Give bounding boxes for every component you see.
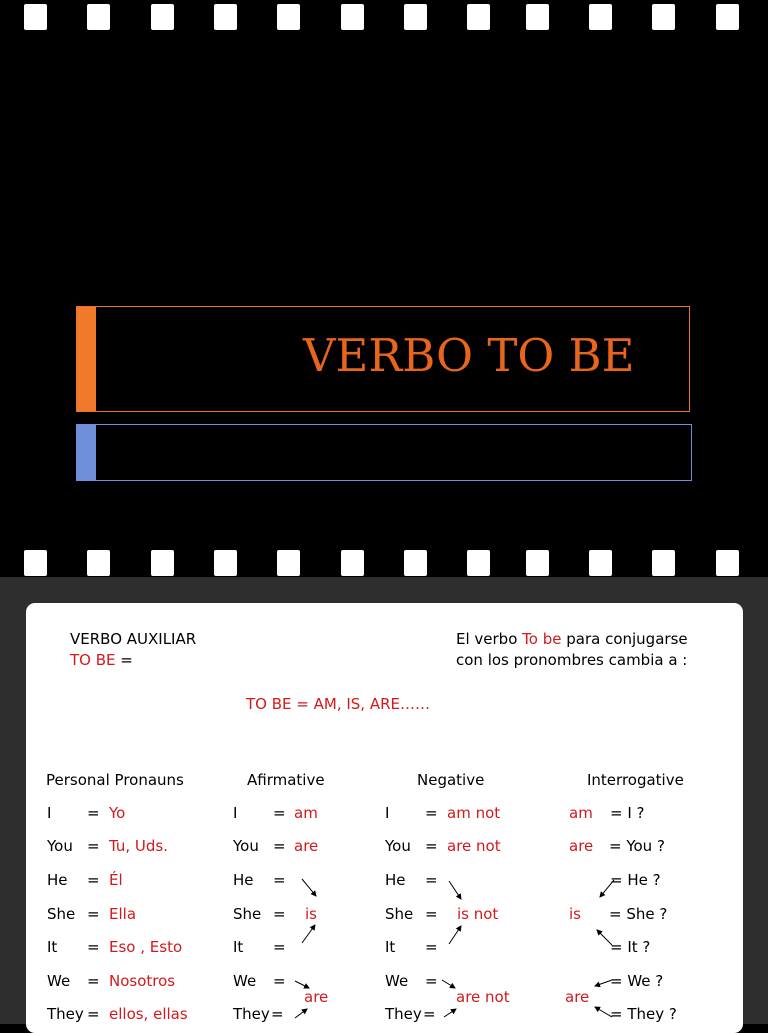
- affirmative-eq: =: [273, 972, 286, 990]
- personal-meaning: Yo: [109, 804, 126, 822]
- subtitle-box: [76, 424, 692, 481]
- negative-eq: =: [425, 905, 438, 923]
- negative-eq: =: [425, 804, 438, 822]
- personal-meaning: Eso , Esto: [109, 938, 183, 956]
- film-perforation: [716, 4, 739, 30]
- personal-eq: =: [87, 905, 100, 923]
- interrogative-question: = He ?: [610, 871, 661, 889]
- affirmative-pronoun: It: [233, 938, 244, 956]
- personal-eq: =: [87, 837, 100, 855]
- negative-pronoun: You: [385, 837, 411, 855]
- personal-pronoun: She: [47, 905, 76, 923]
- affirmative-verb-are: are: [294, 837, 319, 855]
- arrow: [295, 1009, 307, 1018]
- negative-eq: =: [425, 871, 438, 889]
- film-perforation: [151, 4, 174, 30]
- affirmative-pronoun: You: [233, 837, 259, 855]
- negative-pronoun: He: [385, 871, 406, 889]
- film-perforation: [526, 550, 549, 576]
- negative-eq: =: [425, 837, 438, 855]
- personal-meaning: Tu, Uds.: [109, 837, 169, 855]
- film-perforation: [652, 4, 675, 30]
- film-perforation: [589, 4, 612, 30]
- right-heading-post: para conjugarse: [561, 630, 688, 648]
- affirmative-pronoun: I: [233, 804, 238, 822]
- formula: TO BE = AM, IS, ARE……: [246, 695, 430, 713]
- film-perforation: [277, 4, 300, 30]
- affirmative-eq: =: [273, 837, 286, 855]
- affirmative-eq: =: [273, 871, 286, 889]
- negative-pronoun: She: [385, 905, 414, 923]
- affirmative-eq: =: [271, 1005, 284, 1023]
- interrogative-question: = We ?: [610, 972, 664, 990]
- negative-pronoun: It: [385, 938, 396, 956]
- film-perforation: [151, 550, 174, 576]
- negative-pronoun: We: [385, 972, 409, 990]
- interrogative-question: = I ?: [610, 804, 645, 822]
- film-perforation: [277, 550, 300, 576]
- film-perforation: [87, 550, 110, 576]
- arrow: [595, 980, 612, 986]
- affirmative-verb-is: is: [305, 905, 317, 923]
- title-box: [76, 306, 690, 412]
- personal-pronoun: I: [47, 804, 52, 822]
- column-header-personal: Personal Pronauns: [46, 771, 184, 789]
- personal-eq: =: [87, 871, 100, 889]
- film-perforation: [652, 550, 675, 576]
- film-perforation: [526, 4, 549, 30]
- film-perforation: [341, 4, 364, 30]
- interrogative-question: = She ?: [609, 905, 668, 923]
- personal-meaning: Él: [109, 871, 123, 889]
- personal-pronoun: It: [47, 938, 58, 956]
- content-slide: [26, 603, 743, 1033]
- negative-verb-is-not: is not: [457, 905, 499, 923]
- right-heading-pre: El verbo: [456, 630, 523, 648]
- to-be-label: TO BE: [70, 651, 116, 669]
- interrogative-verb-is: is: [569, 905, 581, 923]
- film-perforation: [24, 4, 47, 30]
- arrow: [295, 981, 309, 988]
- personal-pronoun: They: [47, 1005, 84, 1023]
- interrogative-verb-are: are: [569, 837, 594, 855]
- column-header-interrogative: Interrogative: [587, 771, 684, 789]
- personal-eq: =: [87, 938, 100, 956]
- interrogative-question: = You ?: [609, 837, 665, 855]
- personal-meaning: ellos, ellas: [109, 1005, 188, 1023]
- personal-pronoun: You: [47, 837, 73, 855]
- arrow: [449, 926, 461, 944]
- arrows-overlay: [26, 603, 743, 1033]
- film-perforation: [716, 550, 739, 576]
- subtitle-accent-bar: [77, 425, 96, 480]
- film-perforation: [404, 4, 427, 30]
- affirmative-verb-are-group: are: [304, 988, 329, 1006]
- title-accent-bar: [77, 307, 96, 411]
- interrogative-question: = They ?: [610, 1005, 677, 1023]
- arrow: [600, 880, 614, 897]
- film-perforation: [87, 4, 110, 30]
- right-heading-red: To be: [522, 630, 562, 648]
- arrow: [302, 879, 316, 896]
- film-perforation: [467, 550, 490, 576]
- arrow: [595, 1007, 612, 1017]
- arrow: [449, 881, 461, 899]
- personal-pronoun: He: [47, 871, 68, 889]
- left-heading-line1: VERBO AUXILIAR: [70, 630, 197, 648]
- personal-meaning: Nosotros: [109, 972, 176, 990]
- film-perforation: [214, 550, 237, 576]
- negative-eq: =: [425, 972, 438, 990]
- right-heading-line2: con los pronombres cambia a :: [456, 651, 688, 669]
- arrow: [597, 930, 612, 945]
- slide-title: VERBO TO BE: [303, 329, 635, 382]
- column-header-negative: Negative: [417, 771, 485, 789]
- arrow: [302, 925, 315, 943]
- negative-verb-are-not: are not: [447, 837, 501, 855]
- negative-verb-am-not: am not: [447, 804, 501, 822]
- affirmative-eq: =: [273, 905, 286, 923]
- personal-pronoun: We: [47, 972, 71, 990]
- film-perforation: [24, 550, 47, 576]
- film-perforation: [467, 4, 490, 30]
- negative-eq: =: [425, 938, 438, 956]
- personal-meaning: Ella: [109, 905, 137, 923]
- equals-sign: =: [120, 651, 133, 669]
- personal-eq: =: [87, 1005, 100, 1023]
- arrow: [442, 980, 455, 988]
- personal-eq: =: [87, 972, 100, 990]
- interrogative-question: = It ?: [610, 938, 651, 956]
- film-perforation: [589, 550, 612, 576]
- negative-eq: =: [423, 1005, 436, 1023]
- negative-verb-are-not-group: are not: [456, 988, 510, 1006]
- affirmative-pronoun: He: [233, 871, 254, 889]
- negative-pronoun: They: [385, 1005, 422, 1023]
- film-perforation: [404, 550, 427, 576]
- personal-eq: =: [87, 804, 100, 822]
- affirmative-pronoun: They: [233, 1005, 270, 1023]
- film-perforation: [341, 550, 364, 576]
- affirmative-pronoun: We: [233, 972, 257, 990]
- affirmative-pronoun: She: [233, 905, 262, 923]
- affirmative-verb-am: am: [294, 804, 318, 822]
- negative-pronoun: I: [385, 804, 390, 822]
- affirmative-eq: =: [273, 804, 286, 822]
- arrow: [444, 1009, 456, 1017]
- film-perforation: [214, 4, 237, 30]
- interrogative-verb-am: am: [569, 804, 593, 822]
- column-header-affirmative: Afirmative: [247, 771, 325, 789]
- interrogative-verb-are-group: are: [565, 988, 590, 1006]
- affirmative-eq: =: [273, 938, 286, 956]
